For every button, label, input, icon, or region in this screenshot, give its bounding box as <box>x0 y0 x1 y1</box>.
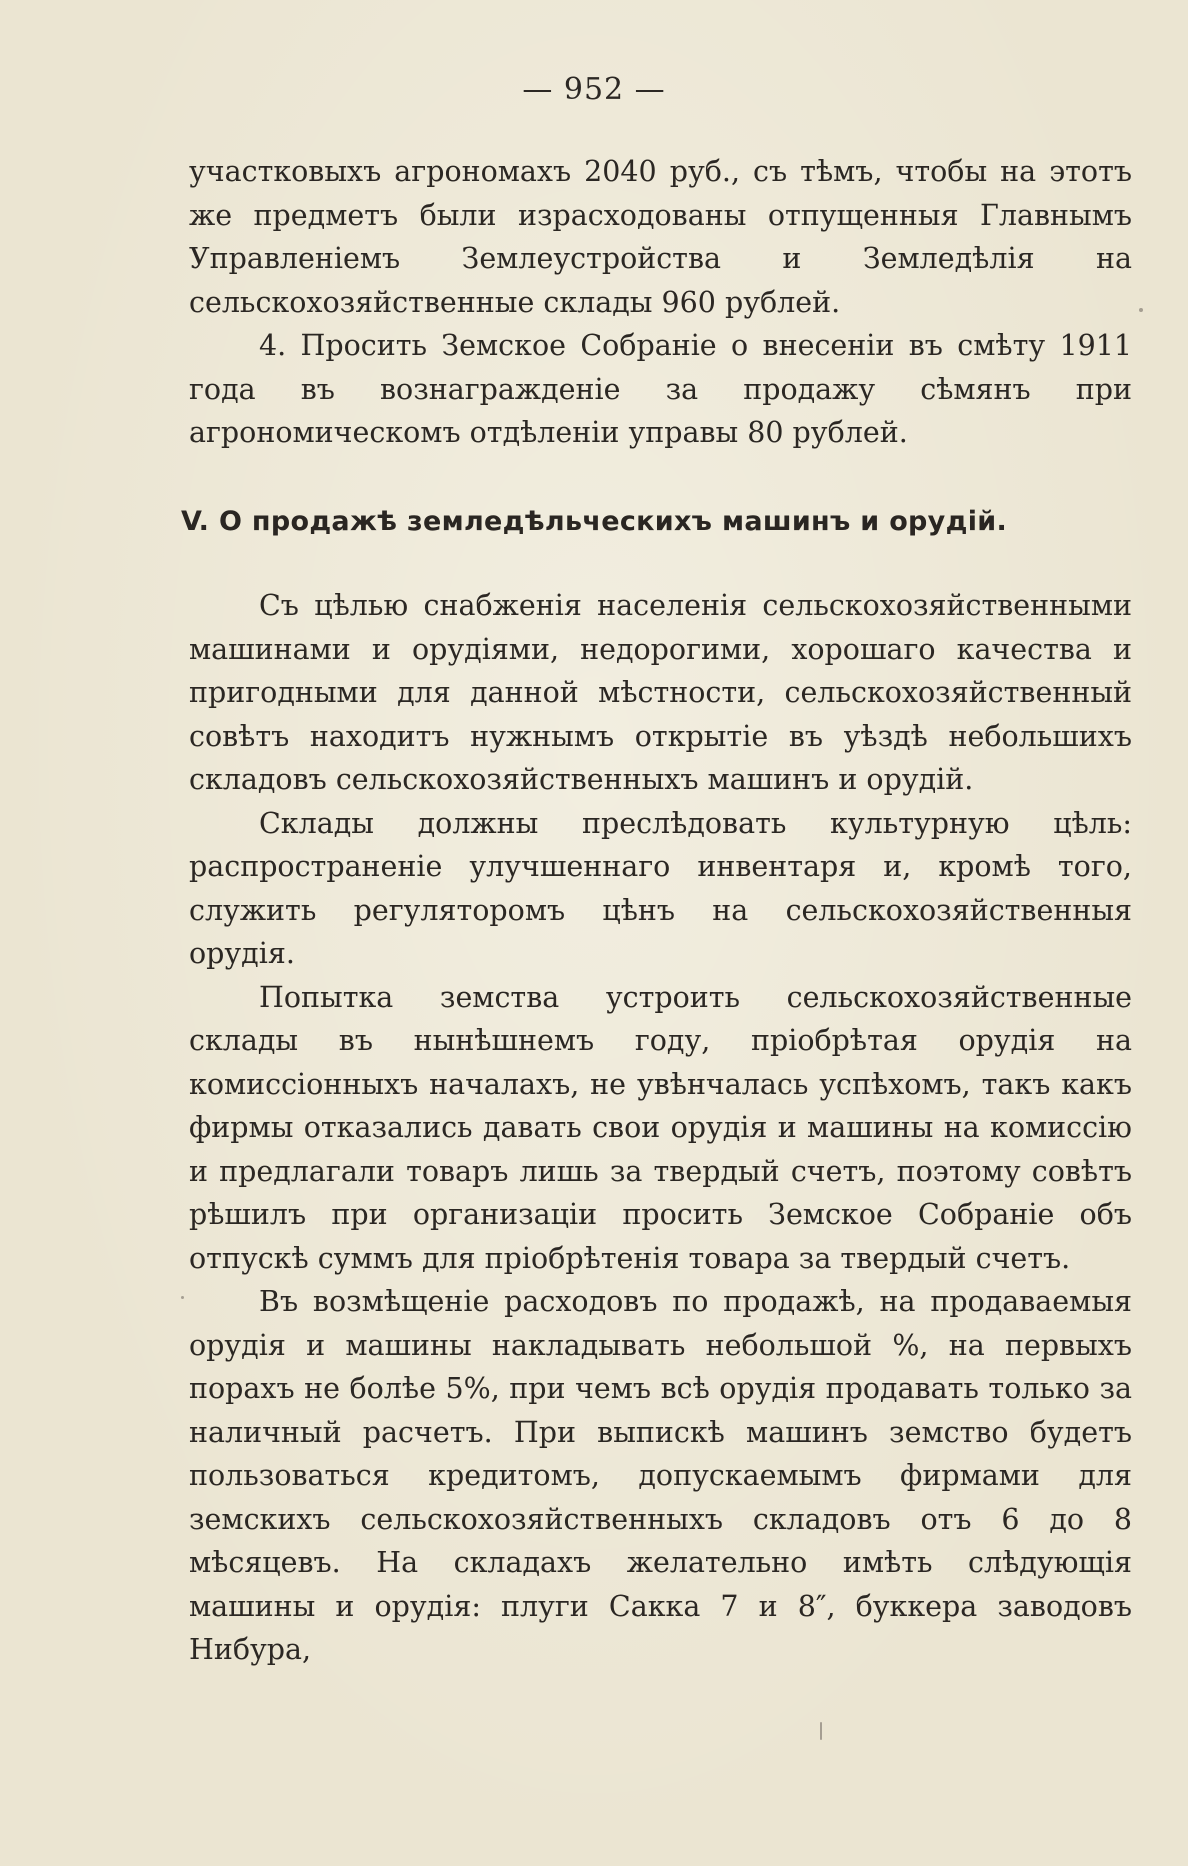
paragraph: Съ цѣлью снабженія населенія сельскохозяйственными машинами и орудіями, недорогими, хорошаго качества и пригодными для данной мѣстности, сельскохозяйственный совѣтъ находитъ нужнымъ открытіе въ уѣздѣ небольшихъ складовъ сельскохозяйственныхъ машинъ и орудій. <box>189 589 1132 796</box>
paper-speck <box>1139 308 1143 312</box>
page-number: — 952 — <box>522 72 666 107</box>
top-text-block <box>189 150 1132 455</box>
paragraph: Попытка земства устроить сельскохозяйственные склады въ нынѣшнемъ году, пріобрѣтая орудія на комиссіонныхъ началахъ, не увѣнчалась успѣхомъ, такъ какъ фирмы отказались давать свои орудія и машины на комиссію и предлагали товаръ лишь за твердый счетъ, поэтому совѣтъ рѣшилъ при организаціи просить Земское Собраніе объ отпускѣ суммъ для пріобрѣтенія товара за твердый счетъ. <box>189 980 1132 1275</box>
paragraph-item-4: 4. Просить Земское Собраніе о внесеніи въ смѣту 1911 года въ вознагражденіе за продажу сѣмянъ при агрономическомъ отдѣленіи управы 80 рублей. <box>189 329 1132 449</box>
paragraph: Въ возмѣщеніе расходовъ по продажѣ, на продаваемыя орудія и машины накладывать небольшой %, на первыхъ порахъ не болѣе 5%, при чемъ всѣ орудія продавать только за наличный расчетъ. При выпискѣ машинъ земство будетъ пользоваться кредитомъ, допускаемымъ фирмами для земскихъ сельскохозяйственныхъ складовъ отъ 6 до 8 мѣсяцевъ. На складахъ желательно имѣть слѣдующія машины и орудія: плуги Сакка 7 и 8″, буккера заводовъ Нибура, <box>189 1285 1132 1666</box>
paragraph: Склады должны преслѣдовать культурную цѣль: распространеніе улучшеннаго инвентаря и, кромѣ того, служить регуляторомъ цѣнъ на сельскохозяйственныя орудія. <box>189 806 1132 970</box>
paragraph-continued: участковыхъ агрономахъ 2040 руб., съ тѣмъ, чтобы на этотъ же предметъ были израсходованы отпущенныя Главнымъ Управленіемъ Землеустройства и Земледѣлія на сельскохозяйственные склады 960 рублей. <box>189 155 1132 319</box>
paper-speck <box>820 1722 822 1740</box>
section-body <box>189 584 1132 1672</box>
section-heading: V. О продажѣ земледѣльческихъ машинъ и орудій. <box>180 506 1008 537</box>
paper-speck <box>181 1296 184 1299</box>
